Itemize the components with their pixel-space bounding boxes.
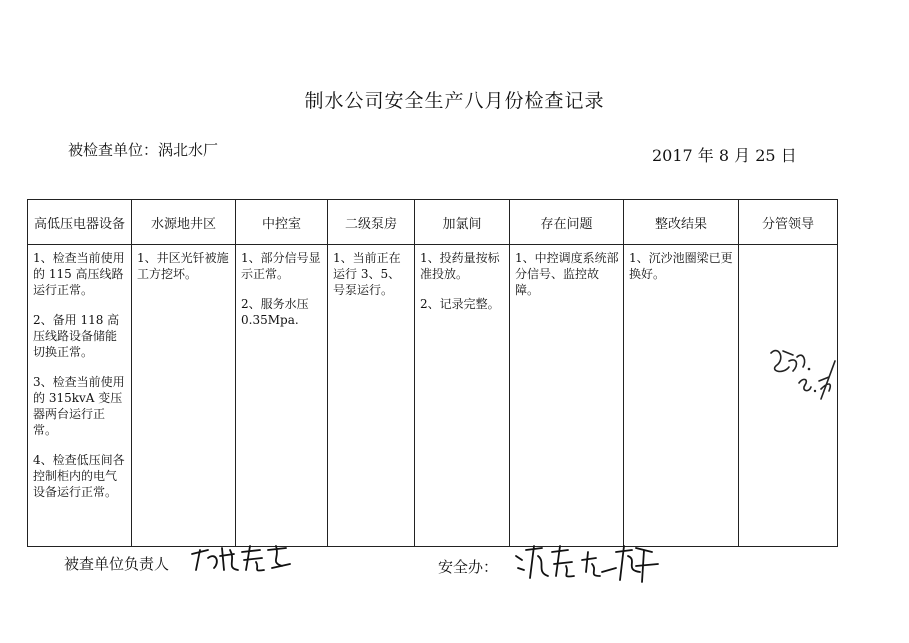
entry: 3、检查当前使用的 315kvA 变压器两台运行正常。 — [33, 375, 125, 437]
entry: 4、检查低压间各控制柜内的电气设备运行正常。 — [33, 453, 125, 499]
entry: 2、备用 118 高压线路设备储能切换正常。 — [33, 313, 120, 359]
leader-signature-image — [759, 331, 839, 401]
entry: 1、检查当前使用的 115 高压线路运行正常。 — [33, 251, 125, 297]
column-header: 整改结果 — [624, 200, 739, 245]
column-header: 水源地井区 — [132, 200, 236, 245]
responsible-signature-image — [186, 540, 296, 576]
responsible-person-label: 被查单位负责人 — [64, 555, 170, 573]
cell-control-room — [236, 245, 328, 547]
table-row — [28, 245, 838, 547]
column-header: 分管领导 — [739, 200, 838, 245]
safety-office-label: 安全办： — [438, 558, 499, 576]
column-header: 中控室 — [236, 200, 328, 245]
entry: 1、沉沙池圈梁已更换好。 — [629, 251, 733, 281]
safety-office-signature-image — [512, 542, 662, 586]
column-header: 二级泵房 — [328, 200, 415, 245]
cell-electrical — [28, 245, 132, 547]
entry: 1、井区光钎被施工方挖坏。 — [137, 251, 229, 281]
entry: 1、部分信号显示正常。 — [241, 251, 321, 281]
cell-chlorination-room — [415, 245, 510, 547]
column-header: 加氯间 — [415, 200, 510, 245]
cell-rectification-result — [624, 245, 739, 547]
cell-pump-house — [328, 245, 415, 547]
cell-leader — [739, 245, 838, 547]
entry: 1、中控调度系统部分信号、监控故障。 — [515, 251, 619, 297]
cell-well-area — [132, 245, 236, 547]
column-header: 存在问题 — [510, 200, 624, 245]
inspected-unit-label: 被检查单位：涡北水厂 — [68, 141, 219, 159]
table-header-row — [28, 200, 838, 245]
column-header: 高低压电器设备 — [28, 200, 132, 245]
entry: 1、投药量按标准投放。 — [420, 251, 500, 281]
cell-existing-problems — [510, 245, 624, 547]
entry: 1、当前正在运行 3、5、号泵运行。 — [333, 251, 401, 297]
entry: 2、服务水压 0.35Mpa. — [241, 297, 309, 327]
inspection-date: 2017 年 8 月 25 日 — [652, 146, 797, 165]
inspection-record-table — [27, 199, 838, 547]
page-title: 制水公司安全生产八月份检查记录 — [304, 90, 605, 112]
entry: 2、记录完整。 — [420, 297, 500, 311]
